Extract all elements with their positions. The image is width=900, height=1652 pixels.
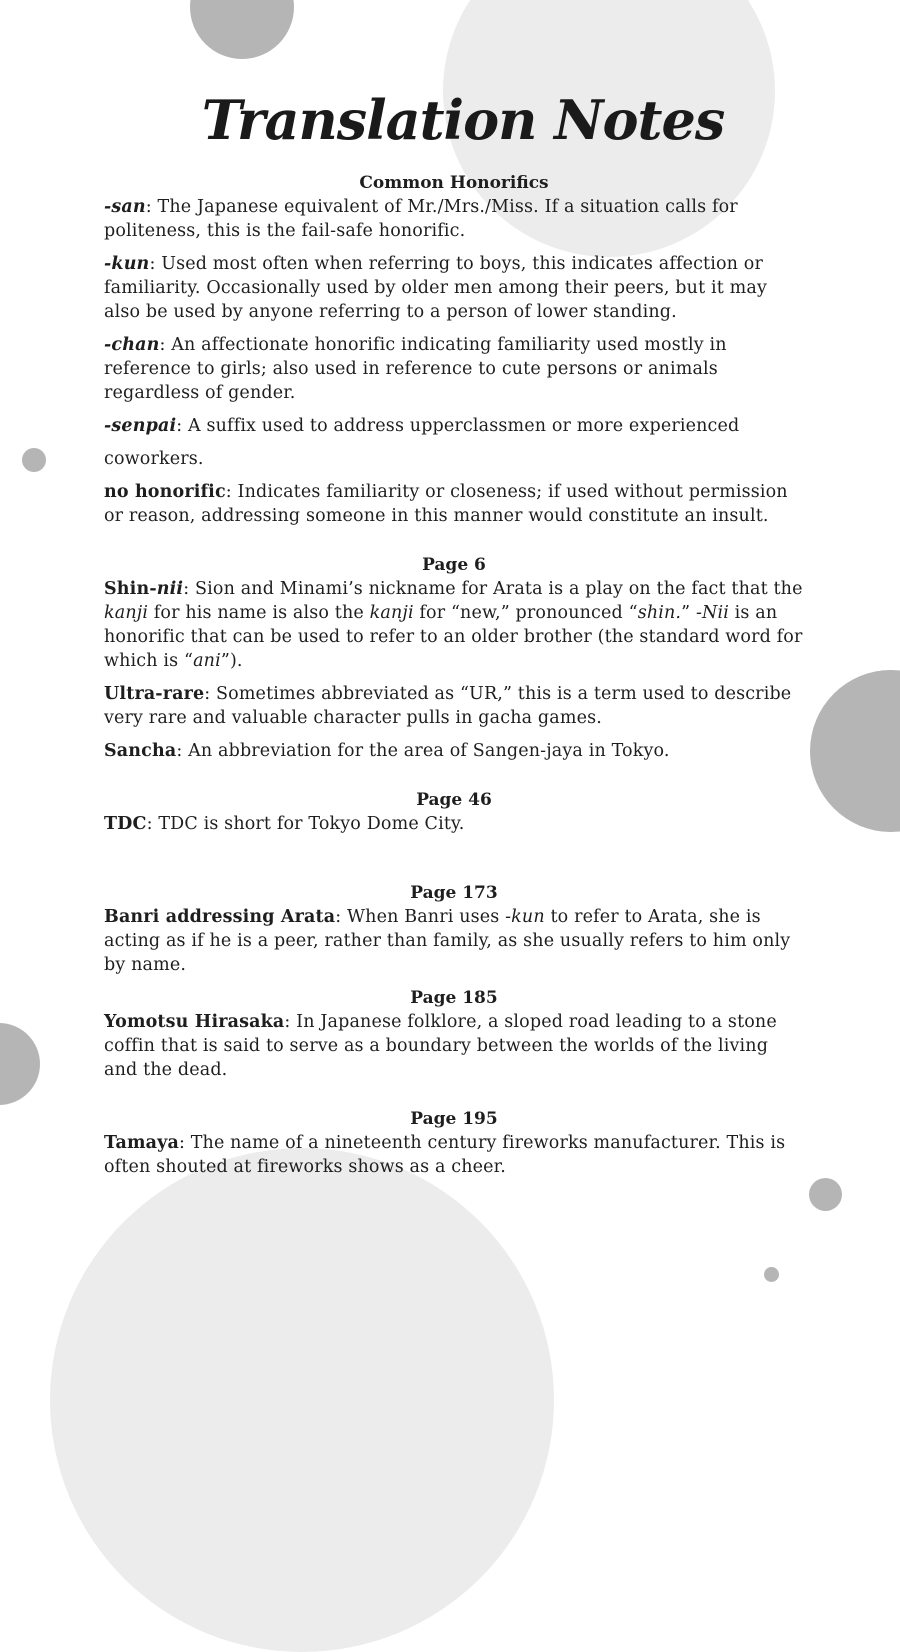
note-term: Banri addressing Arata bbox=[104, 907, 336, 927]
note-text: : When Banri uses bbox=[335, 907, 506, 927]
note-text: : An affectionate honorific indicating familiarity used mostly in reference to girls; also used in reference to cute persons or animals regardless of gender. bbox=[104, 335, 727, 403]
note-emphasis: kanji bbox=[369, 603, 414, 623]
note-emphasis: kanji bbox=[104, 603, 149, 623]
note-term: Sancha bbox=[104, 741, 177, 761]
note-emphasis: -Nii bbox=[695, 603, 729, 623]
note-emphasis: ani bbox=[193, 651, 221, 671]
background-circle bbox=[764, 1267, 779, 1282]
section-heading: Page 185 bbox=[410, 988, 498, 1008]
section-common-honorifics bbox=[104, 171, 804, 528]
note-ultra-rare bbox=[104, 682, 804, 730]
note-term: -kun bbox=[104, 254, 150, 274]
note-text: for his name is also the bbox=[148, 603, 370, 623]
note-kun bbox=[104, 252, 804, 324]
section-heading: Page 195 bbox=[410, 1109, 498, 1129]
section-page-173 bbox=[104, 881, 804, 977]
note-term: no honorific bbox=[104, 482, 226, 502]
note-emphasis: -kun bbox=[505, 907, 545, 927]
background-circle bbox=[810, 670, 900, 832]
page-title: Translation Notes bbox=[201, 88, 725, 152]
note-term: Shin- bbox=[104, 579, 157, 599]
background-circle bbox=[809, 1178, 842, 1211]
note-tdc bbox=[104, 812, 804, 836]
note-san bbox=[104, 195, 804, 243]
note-text: ”). bbox=[220, 651, 243, 671]
note-term: Yomotsu Hirasaka bbox=[104, 1012, 285, 1032]
section-heading: Page 6 bbox=[422, 555, 486, 575]
section-page-46 bbox=[104, 788, 804, 836]
note-tamaya bbox=[104, 1131, 804, 1179]
notes-content bbox=[104, 75, 804, 1188]
note-term: Ultra-rare bbox=[104, 684, 205, 704]
section-heading: Common Honorifics bbox=[359, 173, 549, 193]
note-text: : An abbreviation for the area of Sangen-jaya in Tokyo. bbox=[176, 741, 670, 761]
note-text: : Used most often when referring to boys, this indicates affection or familiarity. Occasionally used by older men among their peers, but it may also be used by anyone referring to a person of lower standing. bbox=[104, 254, 767, 322]
note-text: is an honorific that can be used to refer to an older brother (the standard word for which is “ bbox=[104, 603, 803, 671]
background-circle bbox=[50, 1148, 554, 1652]
note-sancha bbox=[104, 739, 804, 763]
section-heading: Page 46 bbox=[416, 790, 492, 810]
note-term: -senpai bbox=[104, 416, 177, 436]
note-text: : Indicates familiarity or closeness; if used without permission or reason, addressing someone in this manner would constitute an insult. bbox=[104, 482, 788, 526]
section-page-195 bbox=[104, 1107, 804, 1179]
note-text: : The name of a nineteenth century fireworks manufacturer. This is often shouted at fireworks shows as a cheer. bbox=[104, 1133, 786, 1177]
note-yomotsu-hirasaka bbox=[104, 1010, 804, 1082]
note-text: for “new,” pronounced “ bbox=[413, 603, 638, 623]
note-banri-addressing-arata bbox=[104, 905, 804, 977]
note-text: : Sion and Minami’s nickname for Arata is a play on the fact that the bbox=[183, 579, 803, 599]
section-page-6 bbox=[104, 553, 804, 763]
note-chan bbox=[104, 333, 804, 405]
note-emphasis: shin. bbox=[637, 603, 682, 623]
note-text: : A suffix used to address upperclassmen or more experienced bbox=[176, 416, 740, 436]
background-circle bbox=[22, 448, 46, 472]
note-no-honorific bbox=[104, 480, 804, 528]
note-shin-nii bbox=[104, 577, 804, 673]
note-senpai bbox=[104, 414, 804, 471]
note-text: : Sometimes abbreviated as “UR,” this is a term used to describe very rare and valuable character pulls in gacha games. bbox=[104, 684, 792, 728]
note-text: : In Japanese folklore, a sloped road leading to a stone coffin that is said to serve as a boundary between the worlds of the living and the dead. bbox=[104, 1012, 777, 1080]
background-circle bbox=[190, 0, 294, 59]
note-text-continued: coworkers. bbox=[104, 449, 204, 469]
section-page-185 bbox=[104, 986, 804, 1082]
note-term: -san bbox=[104, 197, 146, 217]
note-term: -chan bbox=[104, 335, 160, 355]
note-text: to refer to Arata, she is acting as if he is a peer, rather than family, as she usually refers to him only by name. bbox=[104, 907, 791, 975]
note-term-suffix: nii bbox=[156, 579, 184, 599]
note-text: : TDC is short for Tokyo Dome City. bbox=[146, 814, 465, 834]
background-circle bbox=[0, 1023, 40, 1105]
note-text: ” bbox=[681, 603, 696, 623]
note-term: TDC bbox=[104, 814, 147, 834]
note-text: : The Japanese equivalent of Mr./Mrs./Miss. If a situation calls for politeness, this is the fail-safe honorific. bbox=[104, 197, 738, 241]
note-term: Tamaya bbox=[104, 1133, 179, 1153]
section-heading: Page 173 bbox=[410, 883, 498, 903]
